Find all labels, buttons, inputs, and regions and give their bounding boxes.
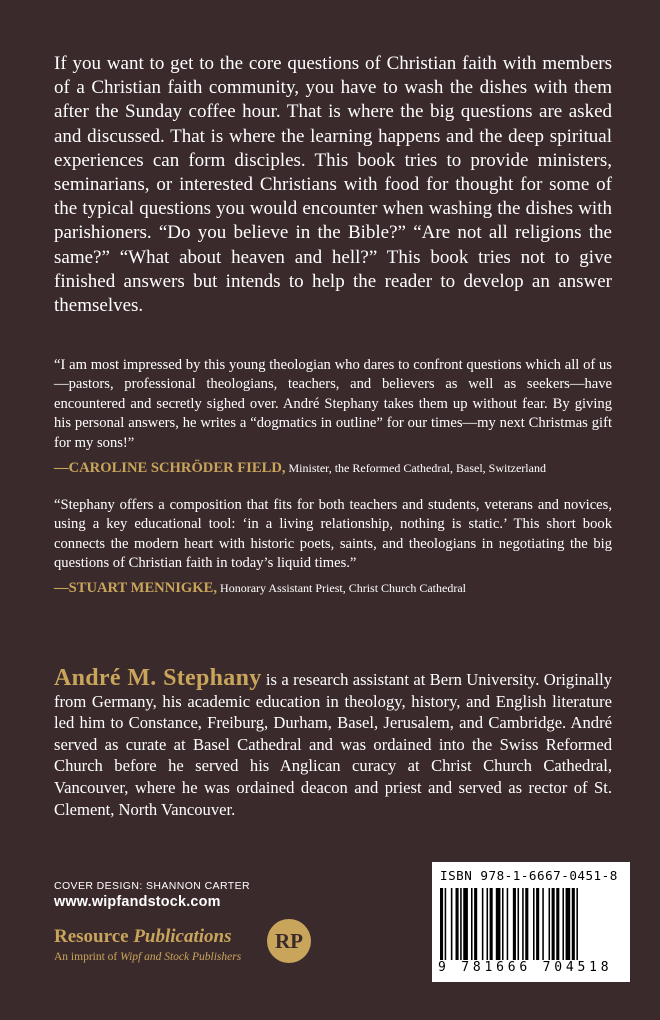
barcode-bar: [533, 888, 535, 960]
publisher-name-b: Publications: [133, 926, 232, 947]
publisher-name-a: Resource: [54, 926, 129, 947]
barcode-bar: [460, 888, 462, 960]
barcode-bar: [522, 888, 524, 960]
barcode-bar: [562, 888, 564, 960]
barcode-bar: [451, 888, 453, 960]
barcode-bar: [566, 888, 571, 960]
barcode-bar: [487, 888, 489, 960]
barcode-bar: [536, 888, 539, 960]
publisher-logo-icon: RP: [267, 919, 311, 963]
endorser-name-2: —STUART MENNIGKE,: [54, 580, 218, 596]
barcode-bar: [474, 888, 477, 960]
author-name: André M. Stephany: [54, 665, 262, 691]
author-bio: [54, 665, 612, 820]
back-cover-blurb: If you want to get to the core questions of Christian faith with members of a Christian faith community, you have to wash the dishes with them after the Sunday coffee hour. That is where the big questions are asked and discussed. That is where the learning happens and the deep spiritual experiences can form disciples. This book tries to provide ministers, seminarians, or interested Christians with food for thought for some of the typical questions you would encounter when washing the dishes with parishioners. “Do you believe in the Bible?” “Are not all religions the same?” “What about heaven and hell?” This book tries not to give finished answers but intends to help the reader to develop an answer themselves.: [54, 53, 612, 317]
endorsement-quote-2: “Stephany offers a composition that fits for both teachers and students, veterans and novices, using a key educational tool: ‘in a living relationship, nothing is static.’ This short book connects the modern heart with historic poets, saints, and theologians in negotiating the big questions of Christian faith in today’s liquid times.”: [54, 497, 612, 572]
barcode-bar: [507, 888, 509, 960]
barcode-bar: [542, 888, 544, 960]
endorser-name-1: —CAROLINE SCHRÖDER FIELD,: [54, 460, 286, 476]
barcode-bar: [552, 888, 555, 960]
publisher-imprint: [54, 951, 241, 963]
barcode-bar: [445, 888, 447, 960]
barcode-bar: [576, 888, 578, 960]
barcode-bar: [549, 888, 551, 960]
publisher-name: [54, 926, 232, 948]
barcode-bar: [518, 888, 520, 960]
barcode-bar: [490, 888, 493, 960]
barcode-bar: [556, 888, 559, 960]
cover-design-credit: COVER DESIGN: SHANNON CARTER: [54, 880, 250, 892]
barcode-bar: [463, 888, 468, 960]
barcode-icon: [440, 888, 622, 960]
barcode-bar: [525, 888, 528, 960]
endorser-title-2: Honorary Assistant Priest, Christ Church Cathedral: [220, 581, 467, 595]
author-bio-text: is a research assistant at Bern University. Originally from Germany, his academic education in theology, history, and English literature led him to Constance, Freiburg, Durham, Basel, Jerusalem, and Cambridge. André served as curate at Basel Cathedral and was ordained into the Swiss Reformed Church before he served his Anglican curacy at Christ Church Cathedral, Vancouver, where he was ordained deacon and priest and served as rector of St. Clement, North Vancouver.: [54, 670, 612, 819]
barcode-bar: [482, 888, 484, 960]
publisher-website: www.wipfandstock.com: [54, 894, 221, 910]
isbn-text: ISBN 978-1-6667-0451-8: [440, 868, 618, 883]
barcode-bar: [513, 888, 516, 960]
imprint-parent: Wipf and Stock Publishers: [120, 951, 242, 963]
barcode-panel: [432, 862, 630, 982]
barcode-bar: [456, 888, 459, 960]
barcode-bar: [440, 888, 443, 960]
endorsement-quote-1: “I am most impressed by this young theologian who dares to confront questions which all of us—pastors, professional theologians, teachers, and believers as well as seekers—have encountered and secretly sighed over. André Stephany takes them up without fear. By giving his personal answers, he writes a “dogmatics in outline” for our times—my next Christmas gift for my sons!”: [54, 357, 612, 451]
endorsement-attribution-1: [54, 460, 546, 476]
barcode-bar: [502, 888, 504, 960]
barcode-bar: [471, 888, 473, 960]
imprint-prefix: An imprint of: [54, 951, 121, 963]
endorsement-attribution-2: [54, 580, 466, 596]
endorser-title-1: Minister, the Reformed Cathedral, Basel, Switzerland: [288, 461, 546, 475]
ean-digits: 9 781666 704518: [438, 960, 613, 975]
barcode-bar: [496, 888, 501, 960]
barcode-bar: [572, 888, 575, 960]
